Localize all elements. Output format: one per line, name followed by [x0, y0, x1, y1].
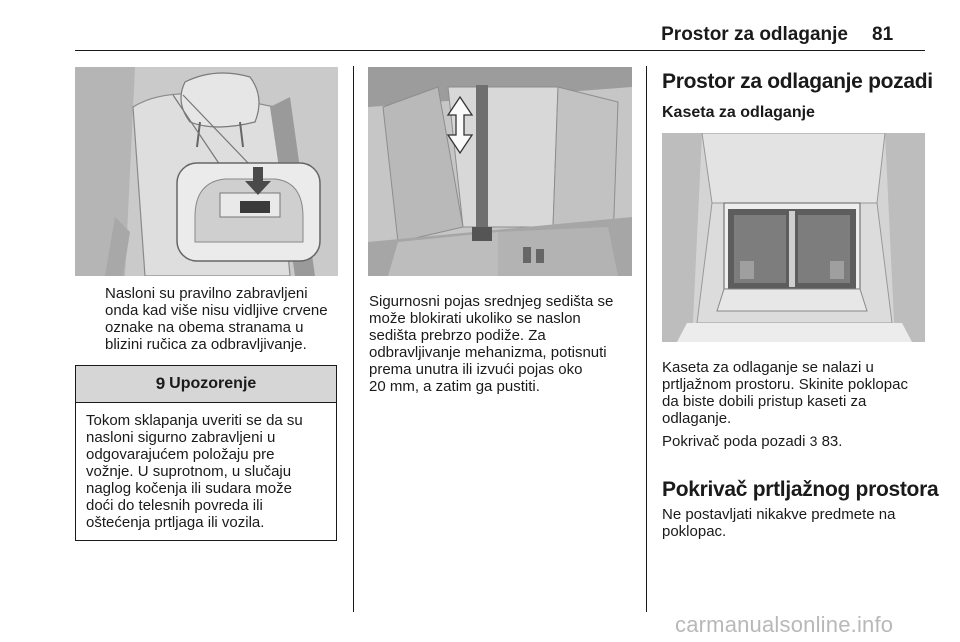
- luggage-compartment-illustration: [662, 133, 925, 342]
- watermark: carmanualsonline.info: [675, 612, 894, 637]
- figure-seat-belt: [368, 67, 632, 276]
- figure-seat-lock: [75, 67, 338, 276]
- reference-text: Pokrivač poda pozadi: [662, 433, 806, 450]
- caption-line: prema unutra ili izvući pojas oko: [369, 361, 583, 378]
- column-divider-left: [353, 66, 354, 612]
- caption-line: blizini ručica za odbravljivanje.: [105, 336, 307, 353]
- warning-line: naglog kočenja ili sudara može: [86, 480, 292, 497]
- section-title-load-cover: Pokrivač prtljažnog prostora: [662, 478, 939, 501]
- header-rule: [75, 50, 925, 51]
- warning-line: odgovarajućem položaju pre: [86, 446, 275, 463]
- seat-belt-caption: [369, 293, 639, 395]
- warning-line: nasloni sigurno zabravljeni u: [86, 429, 276, 446]
- seat-belt-illustration: [368, 67, 632, 276]
- warning-header: [76, 366, 336, 403]
- page-reference-arrow-icon: 3: [809, 433, 818, 449]
- warning-text: [76, 403, 336, 531]
- caption-line: onda kad više nisu vidljive crvene: [105, 302, 328, 319]
- paragraph-line: prtljažnom prostoru. Skinite poklopac: [662, 376, 908, 393]
- column-divider-right: [646, 66, 647, 612]
- warning-line: oštećenja prtljaga ili vozila.: [86, 514, 265, 531]
- warning-line: doći do telesnih povreda ili: [86, 497, 263, 514]
- reference-page: 83.: [821, 433, 843, 450]
- storage-box-paragraph: [662, 359, 932, 427]
- subheading-storage-box: Kaseta za odlaganje: [662, 104, 815, 121]
- caption-line: oznake na obema stranama u: [105, 319, 304, 336]
- seat-lock-caption: [105, 285, 345, 353]
- paragraph-line: poklopac.: [662, 523, 727, 540]
- caption-line: odbravljivanje mehanizma, potisnuti: [369, 344, 607, 361]
- seat-lock-illustration: [75, 67, 338, 276]
- paragraph-line: odlaganje.: [662, 410, 732, 427]
- page-header-title: Prostor za odlaganje: [661, 24, 848, 45]
- caption-line: Sigurnosni pojas srednjeg sedišta se: [369, 293, 614, 310]
- warning-heading: Upozorenje: [169, 375, 257, 392]
- floor-cover-reference[interactable]: [662, 433, 922, 450]
- page-number: 81: [872, 24, 894, 45]
- paragraph-line: da biste dobili pristup kaseti za: [662, 393, 867, 410]
- caption-line: 20 mm, a zatim ga pustiti.: [369, 378, 540, 395]
- warning-box: [75, 365, 337, 541]
- caption-line: sedišta prebrzo podiže. Za: [369, 327, 546, 344]
- figure-luggage-compartment: [662, 133, 925, 342]
- caption-line: Nasloni su pravilno zabravljeni: [105, 285, 308, 302]
- paragraph-line: Ne postavljati nikakve predmete na: [662, 506, 896, 523]
- load-cover-paragraph: [662, 506, 932, 540]
- warning-line: Tokom sklapanja uveriti se da su: [86, 412, 303, 429]
- warning-triangle-icon: 9: [155, 374, 166, 393]
- section-title-rear-storage: Prostor za odlaganje pozadi: [662, 70, 933, 93]
- paragraph-line: Kaseta za odlaganje se nalazi u: [662, 359, 874, 376]
- warning-line: vožnje. U suprotnom, u slučaju: [86, 463, 292, 480]
- caption-line: može blokirati ukoliko se naslon: [369, 310, 581, 327]
